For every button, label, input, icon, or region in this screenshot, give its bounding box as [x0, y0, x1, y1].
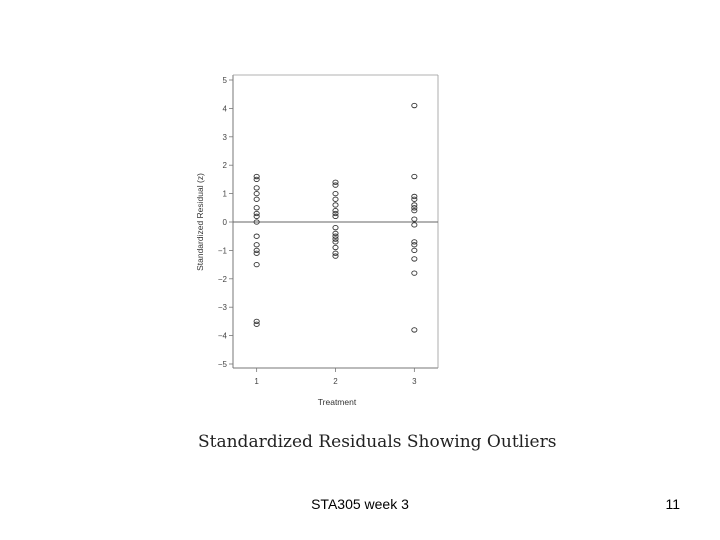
data-point	[254, 322, 259, 326]
data-point	[412, 103, 417, 107]
y-tick-label: 1	[222, 189, 227, 199]
data-point	[254, 243, 259, 247]
y-tick-label: −5	[217, 360, 227, 369]
y-tick-label: −3	[217, 303, 227, 313]
x-tick-label: 2	[333, 377, 338, 386]
data-point	[254, 191, 259, 195]
data-point	[333, 254, 338, 258]
footer-page-number: 11	[665, 496, 680, 512]
data-point	[254, 177, 259, 181]
x-axis-ticks	[254, 368, 417, 386]
y-axis-label: Standardized Residual (z)	[195, 173, 205, 271]
x-tick-label: 1	[254, 377, 259, 386]
data-point	[412, 257, 417, 261]
data-point	[412, 248, 417, 252]
data-point	[412, 174, 417, 178]
y-tick-label: −2	[217, 274, 227, 284]
data-point	[412, 271, 417, 275]
data-point	[333, 245, 338, 249]
footer-course-label: STA305 week 3	[311, 496, 409, 512]
data-point	[254, 186, 259, 190]
y-tick-label: 5	[222, 76, 227, 85]
x-tick-label: 3	[412, 377, 417, 386]
y-tick-label: 4	[222, 104, 227, 114]
data-point	[333, 197, 338, 201]
data-point	[333, 225, 338, 229]
data-point	[412, 328, 417, 332]
data-point	[333, 203, 338, 207]
data-points	[254, 103, 417, 332]
data-point	[412, 223, 417, 227]
data-point	[412, 208, 417, 212]
data-point	[333, 191, 338, 195]
data-point	[254, 197, 259, 201]
data-point	[333, 240, 338, 244]
plot-area	[233, 75, 438, 368]
data-point	[254, 214, 259, 218]
data-point	[412, 197, 417, 201]
data-point	[254, 234, 259, 238]
data-point	[333, 214, 338, 218]
data-point	[254, 251, 259, 255]
data-point	[412, 243, 417, 247]
y-tick-label: 3	[222, 132, 227, 142]
y-tick-label: 2	[222, 161, 227, 171]
data-point	[333, 183, 338, 187]
figure-caption: Standardized Residuals Showing Outliers	[198, 432, 557, 452]
data-point	[254, 262, 259, 266]
y-axis-ticks	[218, 76, 233, 369]
data-point	[412, 217, 417, 221]
y-tick-label: −1	[217, 246, 227, 256]
y-tick-label: −4	[217, 331, 227, 341]
x-axis-label: Treatment	[317, 397, 357, 407]
y-tick-label: 0	[222, 218, 227, 227]
data-point	[254, 206, 259, 210]
